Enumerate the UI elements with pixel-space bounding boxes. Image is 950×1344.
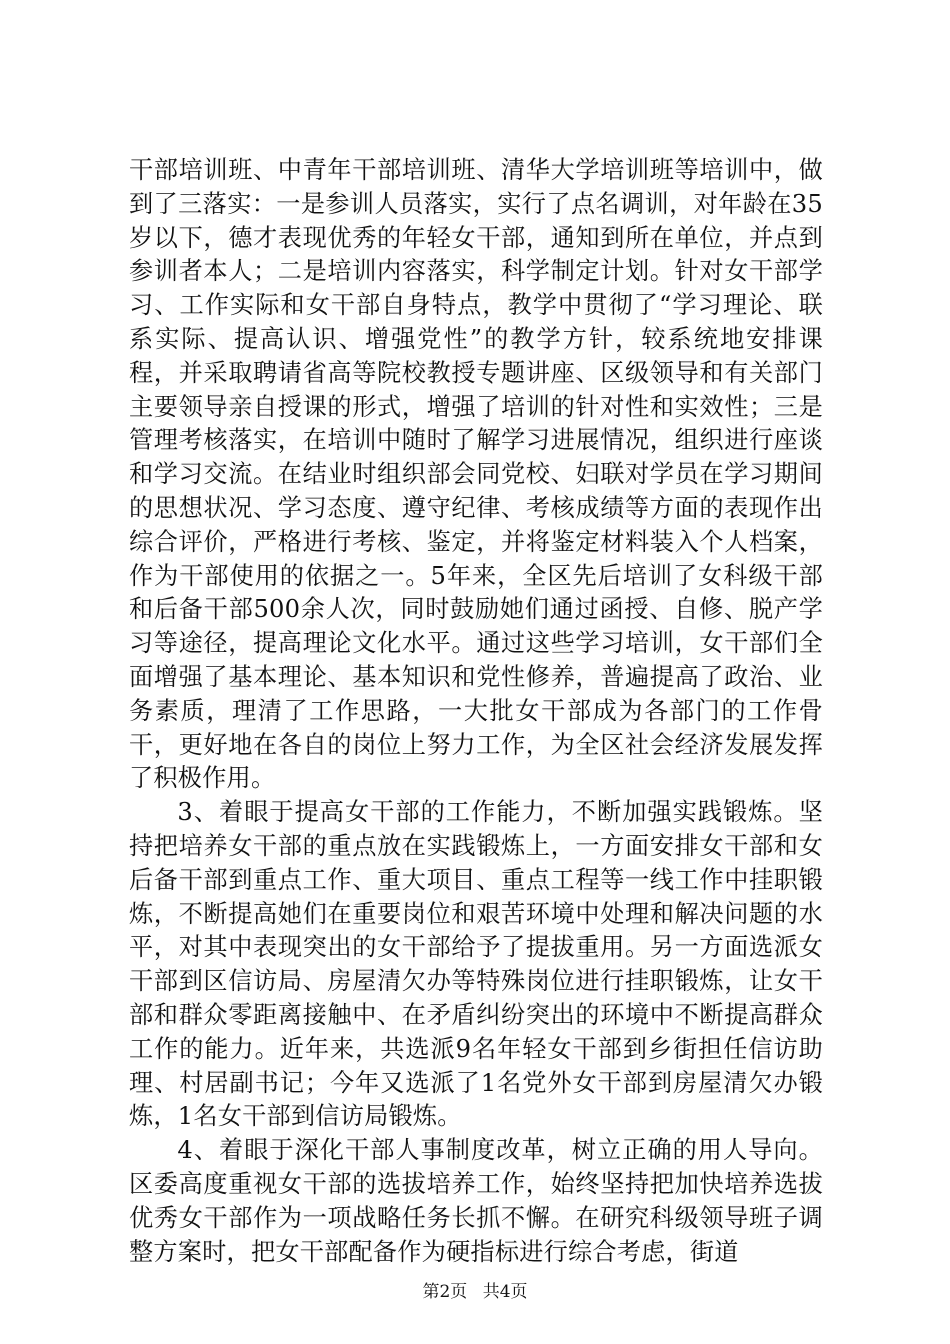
page-footer: [0, 1281, 950, 1303]
page-total: 共4页: [482, 1282, 528, 1302]
page-number: 第2页: [422, 1282, 468, 1302]
paragraph-practice-training: 3、着眼于提高女干部的工作能力，不断加强实践锻炼。坚持把培养女干部的重点放在实践锻炼上，一方面安排女干部和女后备干部到重点工作、重大项目、重点工程等一线工作中挂职锻炼，不断提高她们在重要岗位和艰苦环境中处理和解决问题的水平，对其中表现突出的女干部给予了提拔重用。另一方面选派女干部到区信访局、房屋清欠办等特殊岗位进行挂职锻炼，让女干部和群众零距离接触中、在矛盾纠纷突出的环境中不断提高群众工作的能力。近年来，共选派9名年轻女干部到乡街担任信访助理、村居副书记；今年又选派了1名党外女干部到房屋清欠办锻炼，1名女干部到信访局锻炼。: [129, 798, 823, 1131]
paragraph-training-details: 干部培训班、中青年干部培训班、清华大学培训班等培训中，做到了三落实：一是参训人员落实，实行了点名调训，对年龄在35岁以下，德才表现优秀的年轻女干部，通知到所在单位，并点到参训者本人；二是培训内容落实，科学制定计划。针对女干部学习、工作实际和女干部自身特点，教学中贯彻了“学习理论、联系实际、提高认识、增强党性”的教学方针，较系统地安排课程，并采取聘请省高等院校教授专题讲座、区级领导和有关部门主要领导亲自授课的形式，增强了培训的针对性和实效性；三是管理考核落实，在培训中随时了解学习进展情况，组织进行座谈和学习交流。在结业时组织部会同党校、妇联对学员在学习期间的思想状况、学习态度、遵守纪律、考核成绩等方面的表现作出综合评价，严格进行考核、鉴定，并将鉴定材料装入个人档案，作为干部使用的依据之一。5年来，全区先后培训了女科级干部和后备干部500余人次，同时鼓励她们通过函授、自修、脱产学习等途径，提高理论文化水平。通过这些学习培训，女干部们全面增强了基本理论、基本知识和党性修养，普遍提高了政治、业务素质，理清了工作思路，一大批女干部成为各部门的工作骨干，更好地在各自的岗位上努力工作，为全区社会经济发展发挥了积极作用。: [129, 156, 823, 793]
paragraph-personnel-reform: 4、着眼于深化干部人事制度改革，树立正确的用人导向。区委高度重视女干部的选拔培养工作，始终坚持把加快培养选拔优秀女干部作为一项战略任务长抓不懈。在研究科级领导班子调整方案时，把女干部配备作为硬指标进行综合考虑，街道: [129, 1136, 823, 1266]
document-body: [129, 154, 823, 1269]
